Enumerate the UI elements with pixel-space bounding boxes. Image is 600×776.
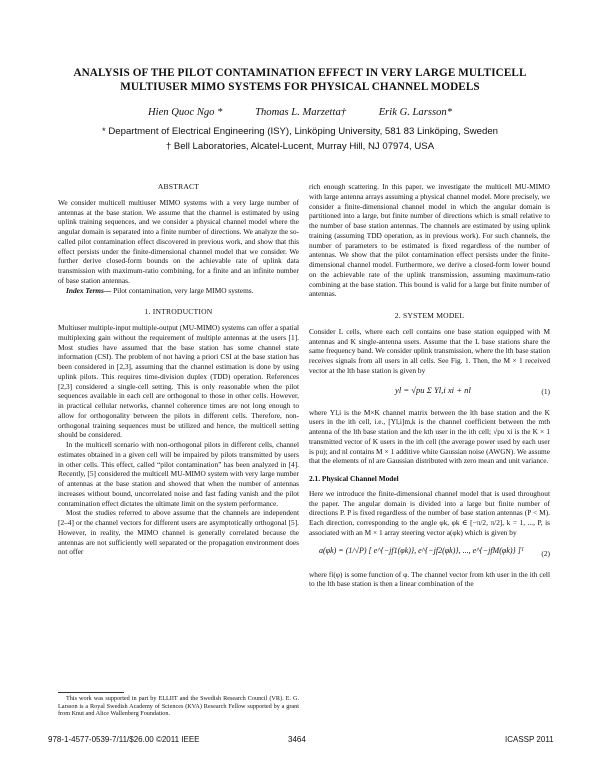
author-list [40, 107, 560, 118]
intro-paragraph-2: In the multicell scenario with non-orthogonal pilots in different cells, channel estimates obtained in a given cell will be impaired by pilots transmitted by users in other cells. This effect, called “pilot contamination” has been analyzed in [4]. Recently, [5] considered the multicell MU-MIMO system with very large number of antennas at the base station and showed that when the number of antennas increases without bound, uncorrelated noise and fast fading vanish and the pilot contamination effect dictates the ultimate limit on the system performance. [58, 440, 299, 508]
abstract-heading: ABSTRACT [157, 182, 200, 191]
footnote-text: This work was supported in part by ELLIIT and the Swedish Research Council (VR). E. G. Larsson is a Royal Swedish Academy of Sciences (KVA) Research Fellow supported by a grant from Knut and Alice Wallenberg Foundation. [58, 695, 299, 718]
intro-continuation: rich enough scattering. In this paper, we investigate the multicell MU-MIMO with large antenna arrays assuming a physical channel model. More precisely, we consider a finite-dimensional channel model in which the angular domain is partitioned into a large, but finite number of directions which is small relative to the number of base station antennas. The channels are estimated by using uplink training (assuming TDD operation, as in previous work). For such channels, the number of parameters to be estimated is fixed regardless of the number of antennas. We show that the pilot contamination effect persists under the finite-dimensional channel model. Furthermore, we derive a closed-form lower bound on the achievable rate of the uplink transmission, assuming maximum-ratio combining at the base station. This bound is valid for a large but finite number of antennas. [309, 182, 550, 299]
system-model-paragraph-2: where Υl,i is the M×K channel matrix between the lth base station and the K users in the ith cell, i.e., [Υl,i]m,k is the channel coefficient between the mth antenna of the lth base station and the kth user in the ith cell; √pu xi is the K × 1 transmitted vector of K users in the ith cell (the average power used by each user is pu); and nl contains M × 1 additive white Gaussian noise (AWGN). We assume that the elements of nl are Gaussian distributed with zero mean and unit variance. [309, 407, 550, 466]
affiliation-2: † Bell Laboratories, Alcatel-Lucent, Murray Hill, NJ 07974, USA [165, 141, 435, 152]
index-terms [58, 286, 299, 296]
paper-title: ANALYSIS OF THE PILOT CONTAMINATION EFFECT IN VERY LARGE MULTICELL MULTIUSER MIMO SYSTEMS FOR PHYSICAL CHANNEL MODELS [73, 67, 527, 93]
footnote [58, 695, 299, 718]
equation-2-body: a(φk) = (1/√P) [ e^{−jf1(φk)}, e^{−jf2(φk)}, ..., e^{−jfM(φk)} ]ᵀ [319, 545, 524, 555]
left-column [58, 182, 299, 557]
footer-isbn: 978-1-4577-0539-7/11/$26.00 ©2011 IEEE [48, 735, 200, 744]
subsection-paragraph-1: Here we introduce the finite-dimensional channel model that is used throughout the paper. The angular domain is divided into a large but finite number of directions P. P is fixed regardless of the number of base station antennas (P < M). Each direction, corresponding to the angle φk, φk ∈ [−π/2, π/2], k = 1, ..., P, is associated with an M × 1 array steering vector a(φk) which is given by [309, 488, 550, 537]
equation-1 [309, 380, 550, 404]
equation-2-number: (2) [541, 548, 550, 558]
right-column [309, 182, 550, 589]
intro-heading: 1. INTRODUCTION [144, 307, 213, 317]
footer-conference: ICASSP 2011 [505, 735, 554, 744]
footnote-rule [58, 692, 124, 693]
author-2: Thomas L. Marzetta† [255, 107, 347, 118]
intro-paragraph-1: Multiuser multiple-input multiple-output (MU-MIMO) systems can offer a spatial multiplexing gain without the requirement of multiple antennas at the users [1]. Most studies have assumed that the base station has some channel state information (CSI). The problem of not having a priori CSI at the base station has been considered in [2,3], assuming that the channel estimation is done by using uplink pilots. This requires time-division duplex (TDD) operation. References [2,3] considered a single-cell setting. This is only reasonable when the pilot sequences available in each cell are orthogonal to those in other cells. However, in practical cellular networks, channel coherence times are not long enough to allow for orthogonality between the pilots in different cells. Therefore, non-orthogonal training sequences must be utilized and hence, the multicell setting should be considered. [58, 323, 299, 440]
author-3: Erik G. Larsson* [378, 107, 452, 118]
index-terms-text: Pilot contamination, very large MIMO systems. [113, 285, 254, 295]
author-1: Hien Quoc Ngo * [147, 107, 223, 118]
equation-2 [309, 542, 550, 566]
intro-paragraph-3: Most the studies referred to above assume that the channels are independent [2–4] or the channel vectors for different users are asymptotically orthogonal [5]. However, in reality, the MIMO channel is generally correlated because the antennas are not sufficiently well separated or the propagation environment does not offer [58, 508, 299, 557]
affiliation-1: * Department of Electrical Engineering (ISY), Linköping University, 581 83 Linköping, Sweden [101, 126, 499, 137]
equation-1-body: yl = √pu Σ Υl,i xi + nl [395, 384, 471, 395]
equation-1-number: (1) [541, 386, 550, 396]
system-model-heading: 2. SYSTEM MODEL [394, 311, 465, 320]
subsection-heading: 2.1. Physical Channel Model [309, 474, 399, 483]
system-model-paragraph-1: Consider L cells, where each cell contains one base station equipped with M antennas and K single-antenna users. Assume that the L base stations share the same frequency band. We consider uplink transmission, where the lth base station receives signals from all users in all cells. See Fig. 1. Then, the M × 1 received vector at the lth base station is given by [309, 326, 550, 375]
footer-page-number: 3464 [288, 735, 306, 744]
abstract-text: We consider multicell multiuser MIMO systems with a very large number of antennas at the base station. We assume that the channel is estimated by using uplink training sequences, and we consider a physical channel model where the angular domain is separated into a finite number of directions. We analyze the so-called pilot contamination effect discovered in previous work, and show that this effect persists under the finite-dimensional channel model that we consider. We further derive closed-form bounds on the achievable rate of uplink data transmission with maximum-ratio combining, for a finite and an infinite number of base station antennas. [58, 197, 299, 285]
subsection-paragraph-2: where fi(φ) is some function of φ. The channel vector from kth user in the ith cell to the lth base station is then a linear combination of the [309, 569, 550, 589]
index-terms-label: Index Terms— [66, 285, 112, 295]
